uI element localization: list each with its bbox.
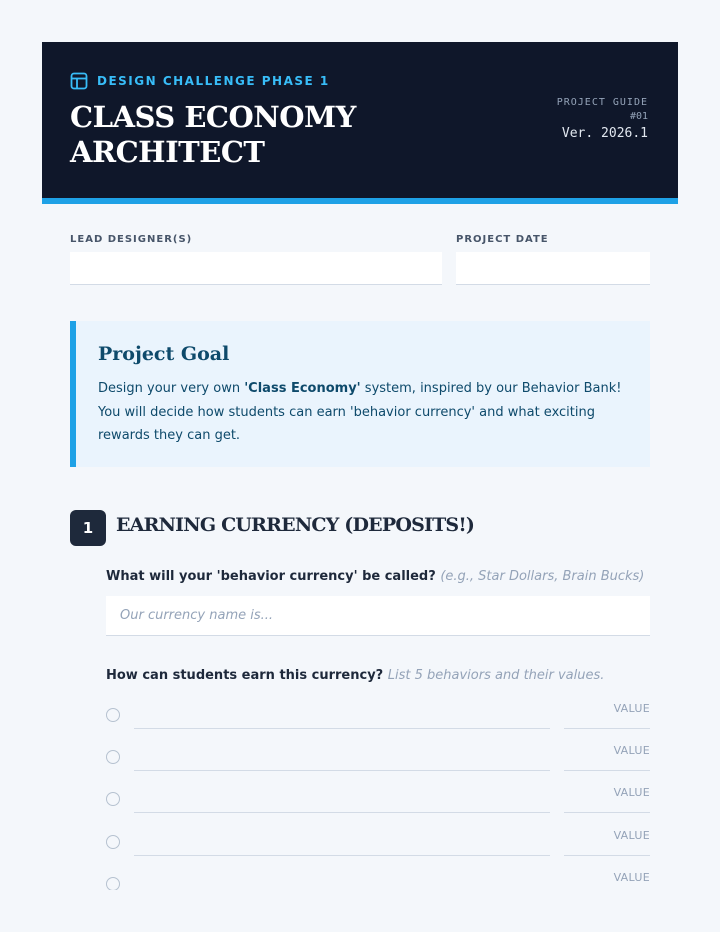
header-accent-bar (42, 198, 678, 204)
value-input-line[interactable] (564, 855, 650, 856)
project-date-field[interactable] (456, 252, 650, 285)
radio-circle-icon[interactable] (106, 792, 120, 806)
radio-circle-icon[interactable] (106, 877, 120, 890)
section-title: EARNING CURRENCY (DEPOSITS!) (116, 514, 475, 536)
value-label: VALUE (613, 786, 650, 799)
value-input-line[interactable] (564, 728, 650, 729)
value-input-line[interactable] (564, 812, 650, 813)
behavior-row (106, 870, 650, 890)
value-label: VALUE (613, 744, 650, 757)
lead-designer-field[interactable] (70, 252, 442, 285)
question-text: How can students earn this currency? (106, 668, 384, 683)
behavior-input-line[interactable] (134, 855, 550, 856)
goal-text-bold: 'Class Economy' (244, 381, 361, 396)
behavior-row (106, 701, 650, 743)
currency-name-placeholder: Our currency name is... (120, 608, 274, 623)
question-hint: (e.g., Star Dollars, Brain Bucks) (440, 569, 645, 584)
value-label: VALUE (613, 871, 650, 884)
value-label: VALUE (613, 829, 650, 842)
radio-circle-icon[interactable] (106, 708, 120, 722)
project-goal-box (70, 321, 650, 467)
question-hint: List 5 behaviors and their values. (387, 668, 605, 683)
behavior-row (106, 743, 650, 785)
behavior-row (106, 828, 650, 870)
value-input-line[interactable] (564, 770, 650, 771)
guide-number: #01 (629, 111, 648, 122)
behavior-input-line[interactable] (134, 770, 550, 771)
behavior-input-line[interactable] (134, 812, 550, 813)
behavior-input-line[interactable] (134, 728, 550, 729)
goal-title: Project Goal (98, 343, 230, 365)
header-banner (42, 42, 678, 198)
section-number-badge: 1 (70, 510, 106, 546)
behavior-row (106, 785, 650, 827)
question-text: What will your 'behavior currency' be called? (106, 569, 436, 584)
layout-icon (70, 72, 88, 90)
guide-info (557, 96, 648, 144)
radio-circle-icon[interactable] (106, 835, 120, 849)
page-title: CLASS ECONOMY ARCHITECT (70, 100, 356, 169)
goal-text (98, 377, 638, 448)
currency-name-input[interactable] (106, 596, 650, 636)
radio-circle-icon[interactable] (106, 750, 120, 764)
lead-designer-label: LEAD DESIGNER(S) (70, 234, 193, 245)
goal-text-part: system, inspired by our Behavior Bank! You will decide how students can earn 'behavior currency' and what exciting rewards they can get. (98, 381, 622, 443)
phase-row (70, 72, 330, 90)
goal-text-part: Design your very own (98, 381, 245, 396)
project-date-label: PROJECT DATE (456, 234, 549, 245)
value-label: VALUE (613, 702, 650, 715)
version-label: Ver. 2026.1 (561, 126, 648, 141)
currency-name-question (106, 569, 644, 584)
guide-label: PROJECT GUIDE (556, 97, 648, 108)
earn-currency-question (106, 668, 604, 683)
phase-label: DESIGN CHALLENGE PHASE 1 (97, 74, 330, 88)
